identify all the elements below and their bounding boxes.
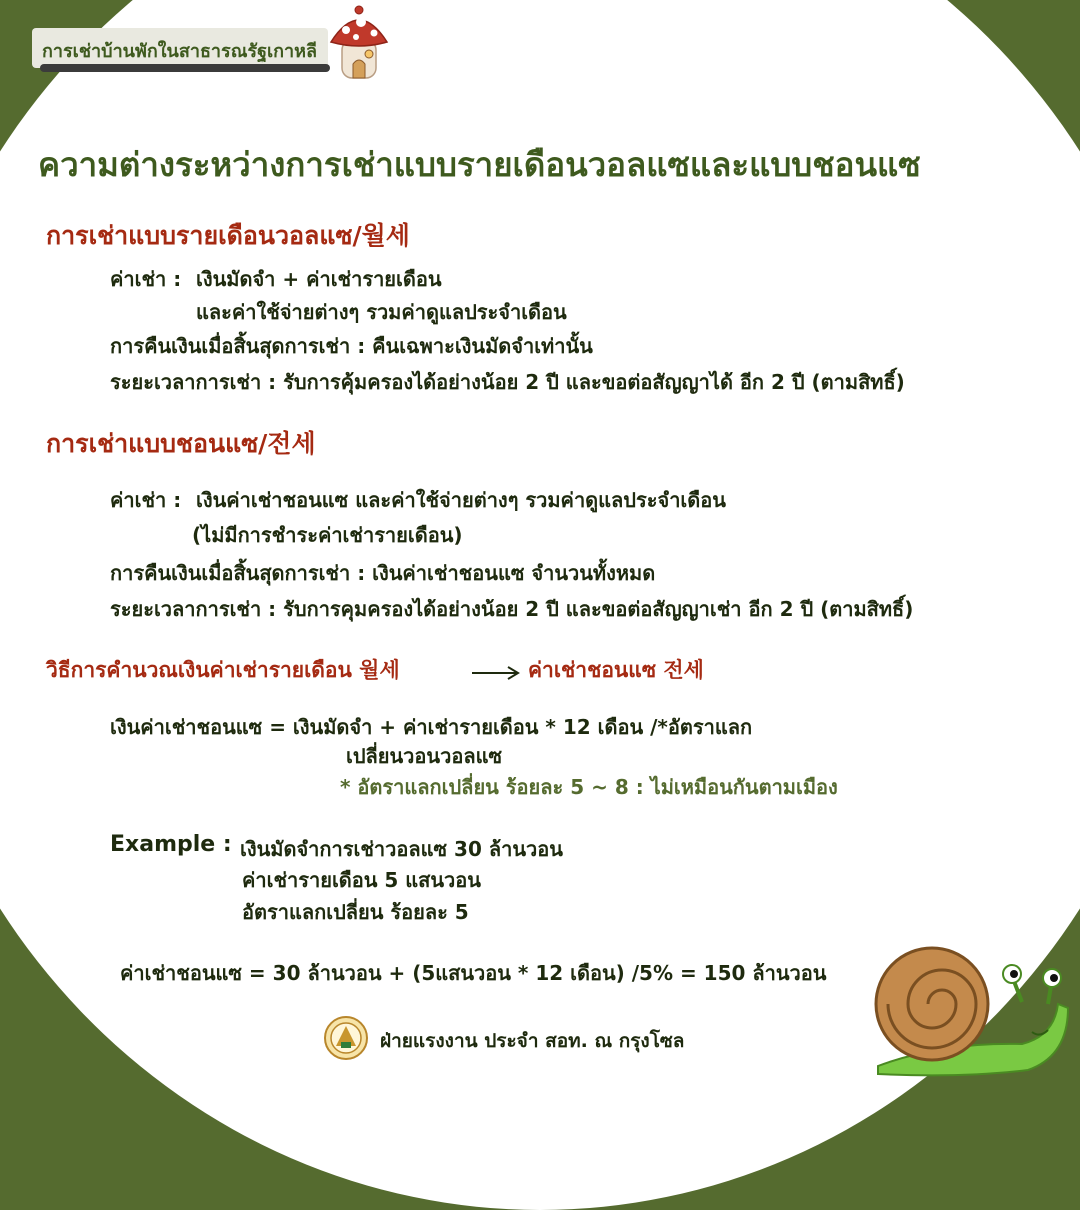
jeonse-heading: การเช่าแบบชอนแซ/전세 bbox=[46, 429, 316, 458]
calc-formula-1: เงินค่าเช่าชอนแซ = เงินมัดจำ + ค่าเช่ารายเดือน * 12 เดือน /*อัตราแลก bbox=[110, 715, 753, 739]
mushroom-house-icon bbox=[328, 4, 390, 84]
example-label: Example : bbox=[110, 832, 232, 857]
monthly-rent-label: ค่าเช่า : bbox=[110, 267, 182, 291]
monthly-refund: การคืนเงินเมื่อสิ้นสุดการเช่า : คืนเฉพาะเงินมัดจำเท่านั้น bbox=[110, 334, 593, 358]
jeonse-rent-value-2: (ไม่มีการชำระค่าเช่ารายเดือน) bbox=[192, 523, 463, 547]
monthly-rent-value-2: และค่าใช้จ่ายต่างๆ รวมค่าดูแลประจำเดือน bbox=[196, 300, 567, 324]
calc-heading-right: ค่าเช่าชอนแซ 전세 bbox=[528, 658, 704, 682]
header-tag-text: การเช่าบ้านพักในสาธารณรัฐเกาหลี bbox=[42, 41, 318, 62]
jeonse-refund: การคืนเงินเมื่อสิ้นสุดการเช่า : เงินค่าเช่าชอนแซ จำนวนทั้งหมด bbox=[110, 561, 656, 585]
footer-text: ฝ่ายแรงงาน ประจำ สอท. ณ กรุงโซล bbox=[380, 1030, 685, 1052]
jeonse-rent-label: ค่าเช่า : bbox=[110, 488, 182, 512]
header-tag bbox=[32, 28, 328, 68]
monthly-duration: ระยะเวลาการเช่า : รับการคุ้มครองได้อย่างน้อย 2 ปี และขอต่อสัญญาได้ อีก 2 ปี (ตามสิทธิ์) bbox=[110, 370, 905, 394]
calc-note: * อัตราแลกเปลี่ยน ร้อยละ 5 ~ 8 : ไม่เหมือนกันตามเมือง bbox=[340, 775, 838, 799]
calc-formula-2: เปลี่ยนวอนวอลแซ bbox=[346, 744, 503, 768]
example-line-1: เงินมัดจำการเช่าวอลแซ 30 ล้านวอน bbox=[240, 837, 563, 861]
snail-icon bbox=[872, 938, 1072, 1080]
monthly-heading: การเช่าแบบรายเดือนวอลแซ/월세 bbox=[46, 221, 410, 250]
jeonse-duration: ระยะเวลาการเช่า : รับการคุมครองได้อย่างน้อย 2 ปี และขอต่อสัญญาเช่า อีก 2 ปี (ตามสิทธิ์) bbox=[110, 597, 914, 621]
embassy-seal-icon bbox=[324, 1016, 368, 1060]
jeonse-rent-value-1: เงินค่าเช่าชอนแซ และค่าใช้จ่ายต่างๆ รวมค่าดูแลประจำเดือน bbox=[196, 488, 726, 512]
example-line-3: อัตราแลกเปลี่ยน ร้อยละ 5 bbox=[242, 900, 469, 924]
page-title: ความต่างระหว่างการเช่าแบบรายเดือนวอลแซและแบบชอนแซ bbox=[38, 145, 921, 184]
example-result: ค่าเช่าชอนแซ = 30 ล้านวอน + (5แสนวอน * 12 เดือน) /5% = 150 ล้านวอน bbox=[120, 961, 827, 985]
calc-heading-left: วิธีการคำนวณเงินค่าเช่ารายเดือน 월세 bbox=[46, 658, 400, 682]
monthly-rent-value-1: เงินมัดจำ + ค่าเช่ารายเดือน bbox=[196, 267, 442, 291]
header-underline bbox=[40, 64, 330, 72]
right-arrow-icon bbox=[470, 664, 522, 682]
example-line-2: ค่าเช่ารายเดือน 5 แสนวอน bbox=[242, 868, 481, 892]
